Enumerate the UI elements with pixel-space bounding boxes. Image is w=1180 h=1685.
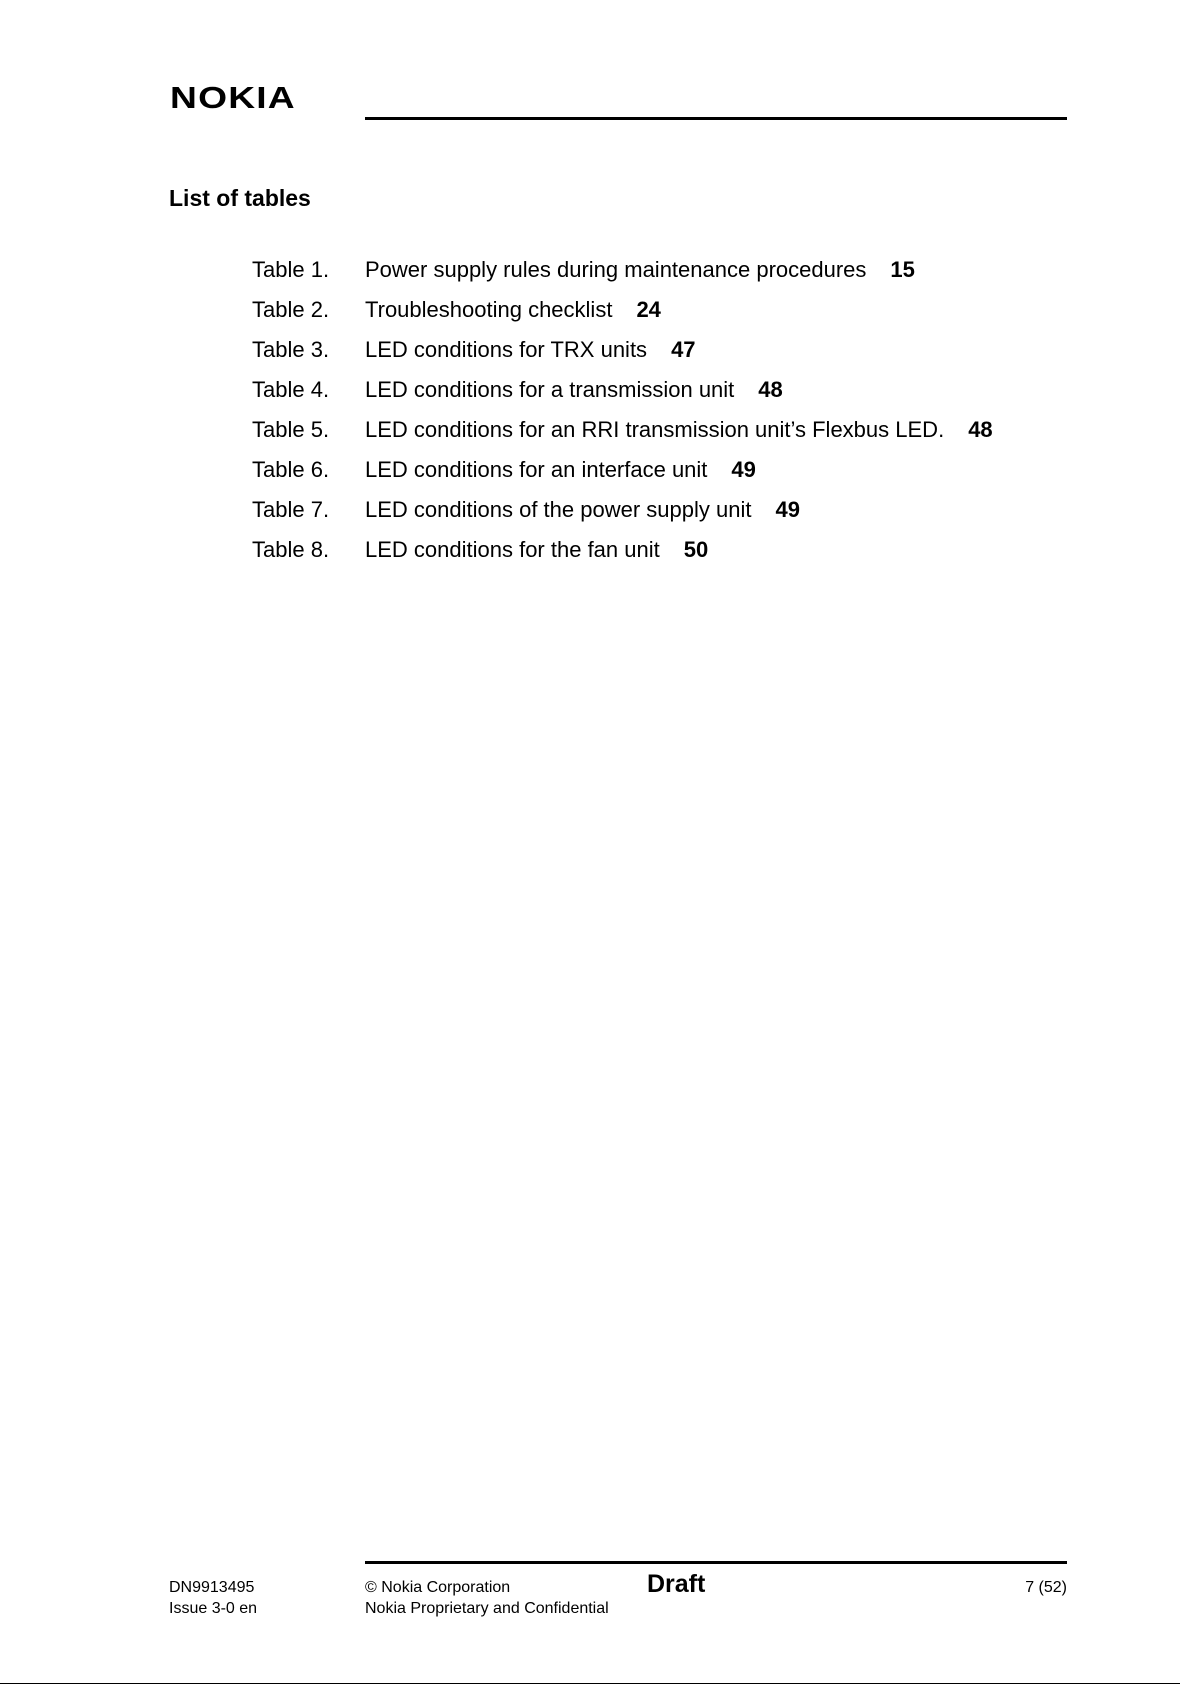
table-title: LED conditions for a transmission unit	[365, 377, 735, 402]
page-number: 7 (52)	[1025, 1579, 1067, 1596]
table-number: Table 3.	[252, 337, 330, 362]
table-title: LED conditions of the power supply unit	[365, 497, 752, 522]
table-number: Table 2.	[252, 297, 330, 322]
table-list	[252, 256, 1072, 576]
table-page: 48	[968, 417, 993, 442]
table-page: 47	[671, 337, 696, 362]
section-title: List of tables	[169, 185, 311, 211]
draft-label: Draft	[647, 1570, 706, 1598]
table-title: LED conditions for an interface unit	[365, 457, 708, 482]
table-entry[interactable]	[252, 416, 1072, 456]
table-entry[interactable]	[252, 336, 1072, 376]
table-entry[interactable]	[252, 376, 1072, 416]
issue-label: Issue 3-0 en	[169, 1600, 258, 1617]
table-title: Troubleshooting checklist	[365, 297, 613, 322]
table-entry[interactable]	[252, 536, 1072, 576]
bottom-edge-line	[0, 1683, 1180, 1684]
table-page: 49	[775, 497, 800, 522]
table-title: Power supply rules during maintenance procedures	[365, 257, 867, 282]
table-number: Table 7.	[252, 497, 330, 522]
table-entry[interactable]	[252, 296, 1072, 336]
table-entry[interactable]	[252, 456, 1072, 496]
table-page: 49	[731, 457, 756, 482]
table-page: 50	[683, 537, 709, 562]
table-number: Table 6.	[252, 457, 330, 482]
table-page: 48	[758, 377, 783, 402]
confidential-text: Nokia Proprietary and Confidential	[365, 1600, 609, 1617]
footer-rule	[365, 1561, 1067, 1564]
document-id: DN9913495	[169, 1579, 255, 1596]
table-page: 24	[636, 297, 661, 322]
copyright-text: © Nokia Corporation	[365, 1579, 511, 1596]
table-page: 15	[890, 257, 915, 282]
nokia-logo: NOKIA	[170, 80, 296, 115]
table-title: LED conditions for TRX units	[365, 337, 648, 362]
table-entry[interactable]	[252, 256, 1072, 296]
table-number: Table 8.	[252, 537, 330, 562]
table-title: LED conditions for an RRI transmission unit’s Flexbus LED.	[365, 417, 945, 442]
table-number: Table 1.	[252, 257, 330, 282]
header-rule	[365, 117, 1067, 120]
table-number: Table 5.	[252, 417, 330, 442]
table-title: LED conditions for the fan unit	[365, 537, 660, 562]
table-entry[interactable]	[252, 496, 1072, 536]
table-number: Table 4.	[252, 377, 330, 402]
